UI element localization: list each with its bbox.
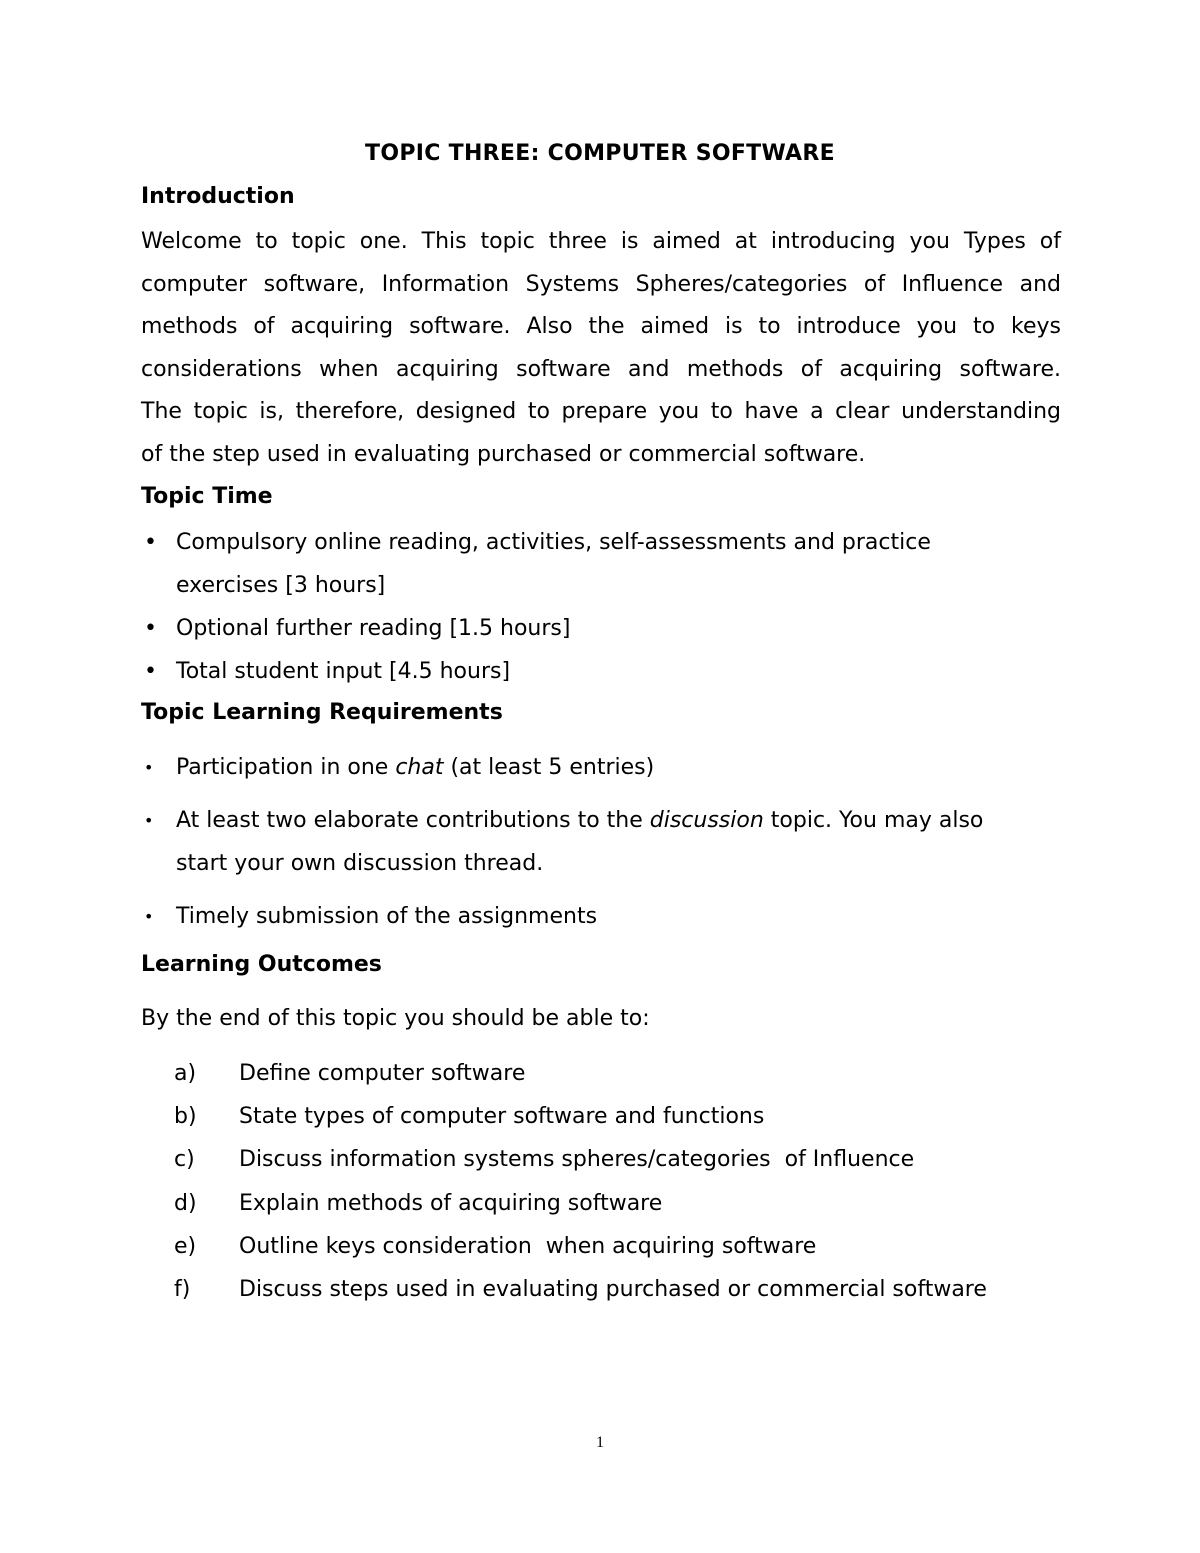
list-item-text: At least two elaborate contributions to the	[176, 808, 650, 833]
list-item	[141, 521, 1061, 607]
list-item-text: Optional further reading [1.5 hours]	[176, 616, 571, 641]
learning-outcomes-heading: Learning Outcomes	[141, 952, 382, 977]
list-item-text: start your own discussion thread.	[176, 851, 544, 876]
bullet-icon: •	[144, 758, 154, 777]
paragraph-line: computer software, Information Systems Spheres/categories of Influence and	[141, 271, 1061, 297]
list-item-text: Discuss steps used in evaluating purchased or commercial software	[239, 1276, 987, 1302]
bullet-icon: •	[144, 659, 157, 684]
list-item	[141, 895, 1061, 938]
paragraph-line: methods of acquiring software. Also the aimed is to introduce you to keys	[141, 314, 1061, 340]
list-item-label: e)	[174, 1233, 197, 1259]
list-item-text: State types of computer software and functions	[239, 1104, 765, 1130]
list-item-label: c)	[174, 1147, 195, 1173]
list-item-text: exercises [3 hours]	[176, 573, 386, 598]
list-item	[174, 1225, 987, 1268]
introduction-paragraph	[141, 221, 1061, 477]
list-item-text: Compulsory online reading, activities, self-assessments and practice	[176, 530, 931, 555]
list-item-text: Explain methods of acquiring software	[239, 1190, 663, 1216]
list-item	[174, 1052, 987, 1095]
paragraph-line: The topic is, therefore, designed to prepare you to have a clear understanding	[141, 399, 1061, 425]
list-item-text: Outline keys consideration when acquiring software	[239, 1233, 817, 1259]
paragraph-line: considerations when acquiring software and methods of acquiring software.	[141, 356, 1061, 382]
bullet-icon: •	[144, 530, 157, 555]
list-item	[174, 1182, 987, 1225]
list-item-emphasis: discussion	[649, 808, 764, 833]
introduction-heading: Introduction	[141, 184, 295, 209]
list-item-text: (at least 5 entries)	[443, 755, 655, 780]
list-item-text: Timely submission of the assignments	[176, 904, 598, 929]
paragraph-line: Welcome to topic one. This topic three is aimed at introducing you Types of	[141, 229, 1061, 254]
list-item	[141, 746, 1061, 789]
list-item	[141, 650, 1061, 693]
list-item	[174, 1095, 987, 1138]
list-item-label: b)	[174, 1104, 197, 1130]
learning-requirements-list	[141, 746, 1061, 938]
list-item	[174, 1138, 987, 1181]
list-item-emphasis: chat	[395, 755, 444, 780]
bullet-icon: •	[144, 907, 154, 926]
paragraph-line: of the step used in evaluating purchased or commercial software.	[141, 441, 866, 467]
learning-outcomes-list	[174, 1052, 987, 1311]
bullet-icon: •	[144, 616, 157, 641]
list-item-label: f)	[174, 1276, 191, 1302]
learning-outcomes-intro: By the end of this topic you should be able to:	[141, 1006, 650, 1031]
list-item	[141, 799, 1061, 885]
list-item-text: Participation in one	[176, 755, 396, 780]
bullet-icon: •	[144, 811, 154, 830]
list-item-text: Define computer software	[239, 1061, 526, 1086]
list-item-text: Total student input [4.5 hours]	[176, 659, 511, 684]
topic-time-heading: Topic Time	[141, 484, 273, 509]
list-item-label: d)	[174, 1190, 197, 1216]
learning-requirements-heading: Topic Learning Requirements	[141, 700, 503, 725]
list-item-text: topic. You may also	[763, 808, 984, 833]
document-title: TOPIC THREE: COMPUTER SOFTWARE	[365, 141, 835, 166]
list-item	[141, 607, 1061, 650]
topic-time-list	[141, 521, 1061, 693]
list-item-text: Discuss information systems spheres/categories of Influence	[239, 1147, 915, 1173]
list-item	[174, 1268, 987, 1311]
page-number: 1	[596, 1434, 604, 1451]
list-item-label: a)	[174, 1061, 197, 1086]
